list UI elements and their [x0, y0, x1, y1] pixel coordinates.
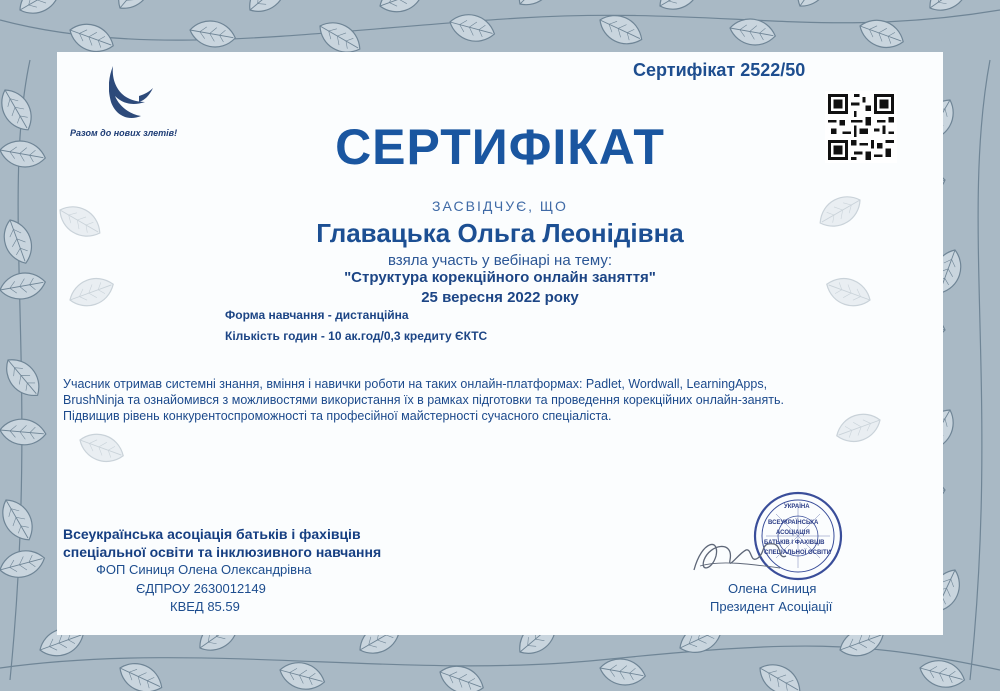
study-form: Форма навчання - дистанційна: [225, 308, 409, 322]
description: [63, 376, 943, 424]
organization-name-line1: Всеукраїнська асоціація батьків і фахівців: [63, 526, 361, 542]
description-line: BrushNinja та ознайомився з можливостями використання їх в рамках підготовки та проведення корекційних онлайн-занять.: [63, 393, 784, 407]
organization-kved: КВЕД 85.59: [170, 599, 240, 614]
stamp-text-line: АСОЦІАЦІЯ: [776, 530, 810, 536]
stamp-text-line: БАТЬКІВ І ФАХІВЦІВ: [764, 540, 825, 546]
stamp-text-line: ВСЕУКРАЇНСЬКА: [768, 520, 819, 526]
hours-credits: Кількість годин - 10 ак.год/0,3 кредиту ЄКТС: [225, 329, 488, 343]
participation-text: взяла участь у вебінарі на тему:: [387, 252, 613, 269]
certifies-label: ЗАСВІДЧУЄ, ЩО: [432, 198, 568, 214]
organization-name-line2: спеціальної освіти та інклюзивного навчання: [63, 544, 382, 560]
stamp-text-line: УКРАЇНА: [784, 504, 810, 510]
bird-icon: [109, 66, 153, 126]
signer-name: Олена Синиця: [728, 581, 817, 596]
recipient-name: Главацька Ольга Леонідівна: [316, 218, 684, 248]
organization-fop: ФОП Синиця Олена Олександрівна: [96, 562, 312, 577]
signature: [690, 530, 790, 580]
description-line: Учасник отримав системні знання, вміння і навички роботи на таких онлайн-платформах: Padlet, Wordwall, LearningApps,: [63, 377, 768, 391]
webinar-topic: "Структура корекційного онлайн заняття": [344, 269, 656, 286]
signer-role: Президент Асоціації: [710, 599, 833, 614]
logo-tagline: Разом до нових злетів!: [70, 128, 178, 138]
certificate-title: СЕРТИФІКАТ: [335, 119, 665, 175]
stamp-text-line: СПЕЦІАЛЬНОЇ ОСВІТИ: [764, 550, 831, 556]
organization-edrpou: ЄДПРОУ 2630012149: [136, 581, 266, 596]
certificate-number: Сертифікат 2522/50: [633, 60, 806, 80]
description-line: Підвищив рівень конкурентоспроможності та професійної майстерності сучасного спеціаліста.: [63, 409, 612, 423]
webinar-date: 25 вересня 2022 року: [421, 289, 579, 306]
